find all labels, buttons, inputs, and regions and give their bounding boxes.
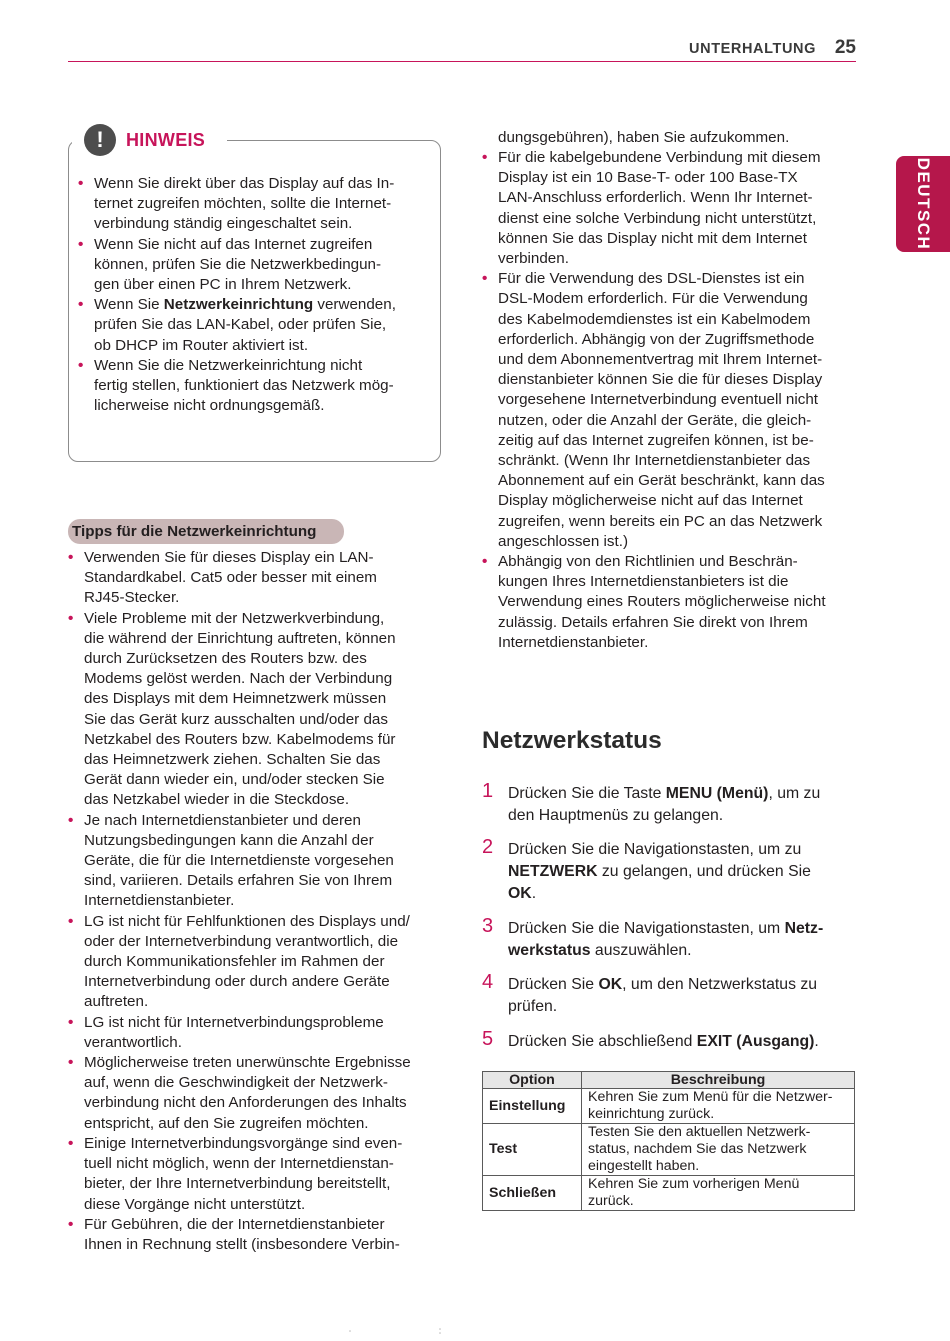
step xyxy=(482,836,858,905)
item-line: Für Gebühren, die der Internetdienstanbieter xyxy=(84,1215,385,1233)
item-line: und dem Abonnementvertrag mit Ihrem Internet- xyxy=(498,351,823,369)
item-line: Viele Probleme mit der Netzwerkverbindung, xyxy=(84,609,385,627)
item-text: verwenden, xyxy=(313,296,396,314)
list-item xyxy=(78,235,430,296)
item-line: Je nach Internetdienstanbieter und deren xyxy=(84,811,361,829)
step-text xyxy=(508,974,858,1018)
header-divider xyxy=(68,61,856,62)
item-line: ob DHCP im Router aktiviert ist. xyxy=(94,336,309,354)
language-label: DEUTSCH xyxy=(914,157,933,251)
list-item xyxy=(482,269,858,552)
table-cell-option: Einstellung xyxy=(483,1089,582,1124)
step-bold-text: Netz- xyxy=(784,920,824,937)
language-side-tab xyxy=(896,156,950,252)
item-bold-text: Netzwerkeinrichtung xyxy=(163,296,314,314)
step-text-part: . xyxy=(814,1033,819,1050)
item-line: Geräte, die für die Internetdienste vorgesehen xyxy=(84,852,394,870)
step-text-part: , um zu xyxy=(768,785,821,802)
table-header-row xyxy=(483,1072,855,1089)
step-text-part: zu gelangen, und drücken Sie xyxy=(597,863,811,880)
item-line: zulässig. Details erfahren Sie direkt von Ihrem xyxy=(498,613,808,631)
item-line: Einige Internetverbindungsvorgänge sind even- xyxy=(84,1134,403,1152)
page-number: 25 xyxy=(834,37,856,58)
item-line: können, prüfen Sie die Netzwerkbedingun- xyxy=(94,255,382,273)
table-cell-description xyxy=(582,1089,855,1124)
item-line: LG ist nicht für Internetverbindungsprobleme xyxy=(84,1013,384,1031)
item-line: Modems gelöst werden. Nach der Verbindung xyxy=(84,670,393,688)
item-line: schränkt. (Wenn Ihr Internetdienstanbieter das xyxy=(498,452,811,470)
step-text-part: den Hauptmenüs zu gelangen. xyxy=(508,807,724,824)
item-line: vorgesehene Internetverbindung eventuell nicht xyxy=(498,391,819,409)
item-line: Verwendung eines Routers möglicherweise nicht xyxy=(498,593,826,611)
item-line: diese Vorgänge nicht unterstützt. xyxy=(84,1195,306,1213)
table-row xyxy=(483,1176,855,1211)
item-text: Wenn Sie xyxy=(94,296,164,314)
table-row xyxy=(483,1124,855,1176)
table-header-option: Option xyxy=(483,1072,582,1089)
item-line: ternet zugreifen möchten, sollte die Internet- xyxy=(94,195,392,213)
item-line: Display ist ein 10 Base-T- oder 100 Base-TX xyxy=(498,169,798,187)
section-title: Netzwerkstatus xyxy=(482,727,662,754)
item-line: angeschlossen ist.) xyxy=(498,532,629,550)
item-line: Internetdienstanbieter. xyxy=(84,892,235,910)
item-line: prüfen Sie das LAN-Kabel, oder prüfen Sie, xyxy=(94,316,387,334)
step-bold-text: NETZWERK xyxy=(508,863,598,880)
step-text-part: Drücken Sie xyxy=(508,976,599,993)
step-text-part: Drücken Sie die Navigationstasten, um zu xyxy=(508,841,802,858)
item-line: Netzkabel des Routers bzw. Kabelmodems für xyxy=(84,730,396,748)
step-text xyxy=(508,918,858,962)
step-text xyxy=(508,1031,858,1053)
note-title: HINWEIS xyxy=(126,130,206,150)
item-line: verbinden. xyxy=(498,250,569,268)
step-text xyxy=(508,783,858,827)
step-text-part: Drücken Sie die Taste xyxy=(508,785,666,802)
description-line: eingestellt haben. xyxy=(588,1158,700,1174)
item-line: Abonnement auf ein Gerät beschränkt, kann das xyxy=(498,472,825,490)
item-line: das Netzkabel wieder in die Steckdose. xyxy=(84,791,350,809)
item-line: dienstanbieter können Sie die für dieses Display xyxy=(498,371,823,389)
item-line: Nutzungsbedingungen kann die Anzahl der xyxy=(84,831,374,849)
item-line: erforderlich. Abhängig von der Zugriffsmethode xyxy=(498,330,815,348)
item-line: durch Zurücksetzen des Routers bzw. des xyxy=(84,650,367,668)
step-number: 4 xyxy=(482,971,494,993)
list-item xyxy=(78,174,430,235)
step xyxy=(482,780,858,827)
header-section-title: UNTERHALTUNG xyxy=(689,41,816,57)
item-line: sind, variieren. Details erfahren Sie von Ihrem xyxy=(84,872,393,890)
item-line: Für die Verwendung des DSL-Dienstes ist ein xyxy=(498,270,805,288)
tips-heading: Tipps für die Netzwerkeinrichtung xyxy=(68,519,344,544)
item-line: Wenn Sie direkt über das Display auf das In- xyxy=(94,175,395,192)
description-line: Kehren Sie zum vorherigen Menü xyxy=(588,1176,800,1192)
item-line: Abhängig von den Richtlinien und Beschrän- xyxy=(498,553,798,571)
description-line: zurück. xyxy=(588,1193,634,1209)
right-bullet-list xyxy=(482,148,858,653)
list-item xyxy=(68,912,442,1013)
item-line: entspricht, auf den Sie zugreifen möchten. xyxy=(84,1114,369,1132)
item-line: LAN-Anschluss erforderlich. Wenn Ihr Internet- xyxy=(498,189,813,207)
item-line: auf, wenn die Geschwindigkeit der Netzwerk- xyxy=(84,1074,388,1092)
item-line: verantwortlich. xyxy=(84,1033,182,1051)
step xyxy=(482,971,858,1018)
item-line: licherweise nicht ordnungsgemäß. xyxy=(94,397,325,415)
list-item xyxy=(78,356,430,417)
item-line: dienst eine solche Verbindung nicht unterstützt, xyxy=(498,209,817,227)
item-line: RJ45-Stecker. xyxy=(84,589,180,607)
step-text-part: Drücken Sie abschließend xyxy=(508,1033,697,1050)
table-header-description: Beschreibung xyxy=(582,1072,855,1089)
table-cell-option: Schließen xyxy=(483,1176,582,1211)
item-line: Internetverbindung oder durch andere Geräte xyxy=(84,973,390,991)
step-text-part: . xyxy=(531,885,537,902)
list-item xyxy=(68,811,442,912)
item-line: Verwenden Sie für dieses Display ein LAN- xyxy=(84,549,374,566)
item-line: auftreten. xyxy=(84,993,149,1011)
list-item xyxy=(78,295,430,356)
step-bold-text: MENU (Menü) xyxy=(665,785,769,802)
step-text-part: prüfen. xyxy=(508,998,558,1015)
continued-text: dungsgebühren), haben Sie aufzukommen. xyxy=(498,129,790,146)
list-item xyxy=(68,1053,442,1134)
item-line: fertig stellen, funktioniert das Netzwerk mög- xyxy=(94,377,394,395)
item-line: tuell nicht möglich, wenn der Internetdienstan- xyxy=(84,1155,394,1173)
step-number: 1 xyxy=(482,780,494,802)
item-line: Für die kabelgebundene Verbindung mit diesem xyxy=(498,149,821,166)
step-number: 5 xyxy=(482,1028,494,1050)
list-item xyxy=(68,1134,442,1215)
description-line: keinrichtung zurück. xyxy=(588,1106,715,1122)
description-line: status, nachdem Sie das Netzwerk xyxy=(588,1141,807,1157)
item-line: Internetdienstanbieter. xyxy=(498,633,649,651)
item-line: LG ist nicht für Fehlfunktionen des Displays und/ xyxy=(84,912,410,930)
item-line: verbindung ständig eingeschaltet sein. xyxy=(94,215,353,233)
item-line: nutzen, oder die Anzahl der Geräte, die gleich- xyxy=(498,411,812,429)
item-line: das Heimnetzwerk ziehen. Schalten Sie das xyxy=(84,751,381,769)
item-line: Ihnen in Rechnung stellt (insbesondere Verbin- xyxy=(84,1235,400,1253)
step-text-part: auszuwählen. xyxy=(590,942,692,959)
warning-icon: ! xyxy=(84,124,116,156)
table-row xyxy=(483,1089,855,1124)
item-line: durch Kommunikationsfehler im Rahmen der xyxy=(84,953,385,971)
item-line: oder der Internetverbindung verantwortlich, die xyxy=(84,932,399,950)
description-line: Kehren Sie zum Menü für die Netzwer- xyxy=(588,1089,833,1105)
step-number: 2 xyxy=(482,836,494,858)
item-line: Standardkabel. Cat5 oder besser mit einem xyxy=(84,569,377,587)
item-line: des Displays mit dem Heimnetzwerk müssen xyxy=(84,690,387,708)
item-line: Display möglicherweise nicht auf das Internet xyxy=(498,492,803,510)
step-text-part: , um den Netzwerkstatus zu xyxy=(622,976,818,993)
table-cell-description xyxy=(582,1124,855,1176)
step-text xyxy=(508,839,858,905)
step-bold-text: OK xyxy=(598,976,623,993)
item-line: verbindung nicht den Anforderungen des Inhalts xyxy=(84,1094,407,1112)
table-cell-description xyxy=(582,1176,855,1211)
item-line: können Sie das Display nicht mit dem Internet xyxy=(498,229,807,247)
step-number: 3 xyxy=(482,915,494,937)
item-line: zeitig auf das Internet zugreifen können, ist be- xyxy=(498,431,814,449)
item-line: Sie das Gerät kurz ausschalten und/oder das xyxy=(84,710,388,728)
item-line: die während der Einrichtung auftreten, können xyxy=(84,629,396,647)
list-item xyxy=(68,609,442,811)
item-line: gen über einen PC in Ihrem Netzwerk. xyxy=(94,276,352,294)
step-bold-text: OK xyxy=(508,885,532,902)
step-bold-text: werkstatus xyxy=(508,942,591,959)
list-item xyxy=(482,552,858,653)
description-line: Testen Sie den aktuellen Netzwerk- xyxy=(588,1124,811,1140)
item-line: Gerät dann wieder ein, und/oder stecken Sie xyxy=(84,771,385,789)
list-item xyxy=(68,1215,442,1255)
item-line: Wenn Sie die Netzwerkeinrichtung nicht xyxy=(94,356,363,374)
step xyxy=(482,915,858,962)
step-text-part: Drücken Sie die Navigationstasten, um xyxy=(508,920,785,937)
item-line: Möglicherweise treten unerwünschte Ergebnisse xyxy=(84,1054,411,1072)
footer-dot xyxy=(349,1330,351,1332)
footer-dots xyxy=(346,1326,446,1334)
item-line: Wenn Sie nicht auf das Internet zugreifen xyxy=(94,235,373,253)
list-item xyxy=(68,1013,442,1053)
footer-dot xyxy=(439,1328,441,1330)
item-line: des Kabelmodemdienstes ist ein Kabelmodem xyxy=(498,310,811,328)
item-line: DSL-Modem erforderlich. Für die Verwendung xyxy=(498,290,808,308)
list-item xyxy=(68,548,442,609)
table-cell-option: Test xyxy=(483,1124,582,1176)
options-table xyxy=(482,1071,855,1211)
list-item xyxy=(482,148,858,269)
item-line: bieter, der Ihre Internetverbindung bereitstellt, xyxy=(84,1175,391,1193)
tips-list xyxy=(68,548,442,1255)
note-list xyxy=(78,174,430,416)
item-line: zugreifen, wenn bereits ein PC an das Netzwerk xyxy=(498,512,823,530)
step xyxy=(482,1028,858,1053)
item-line: kungen Ihres Internetdienstanbieters ist die xyxy=(498,573,789,591)
step-bold-text: EXIT (Ausgang) xyxy=(696,1033,815,1050)
footer-dot xyxy=(439,1332,441,1334)
